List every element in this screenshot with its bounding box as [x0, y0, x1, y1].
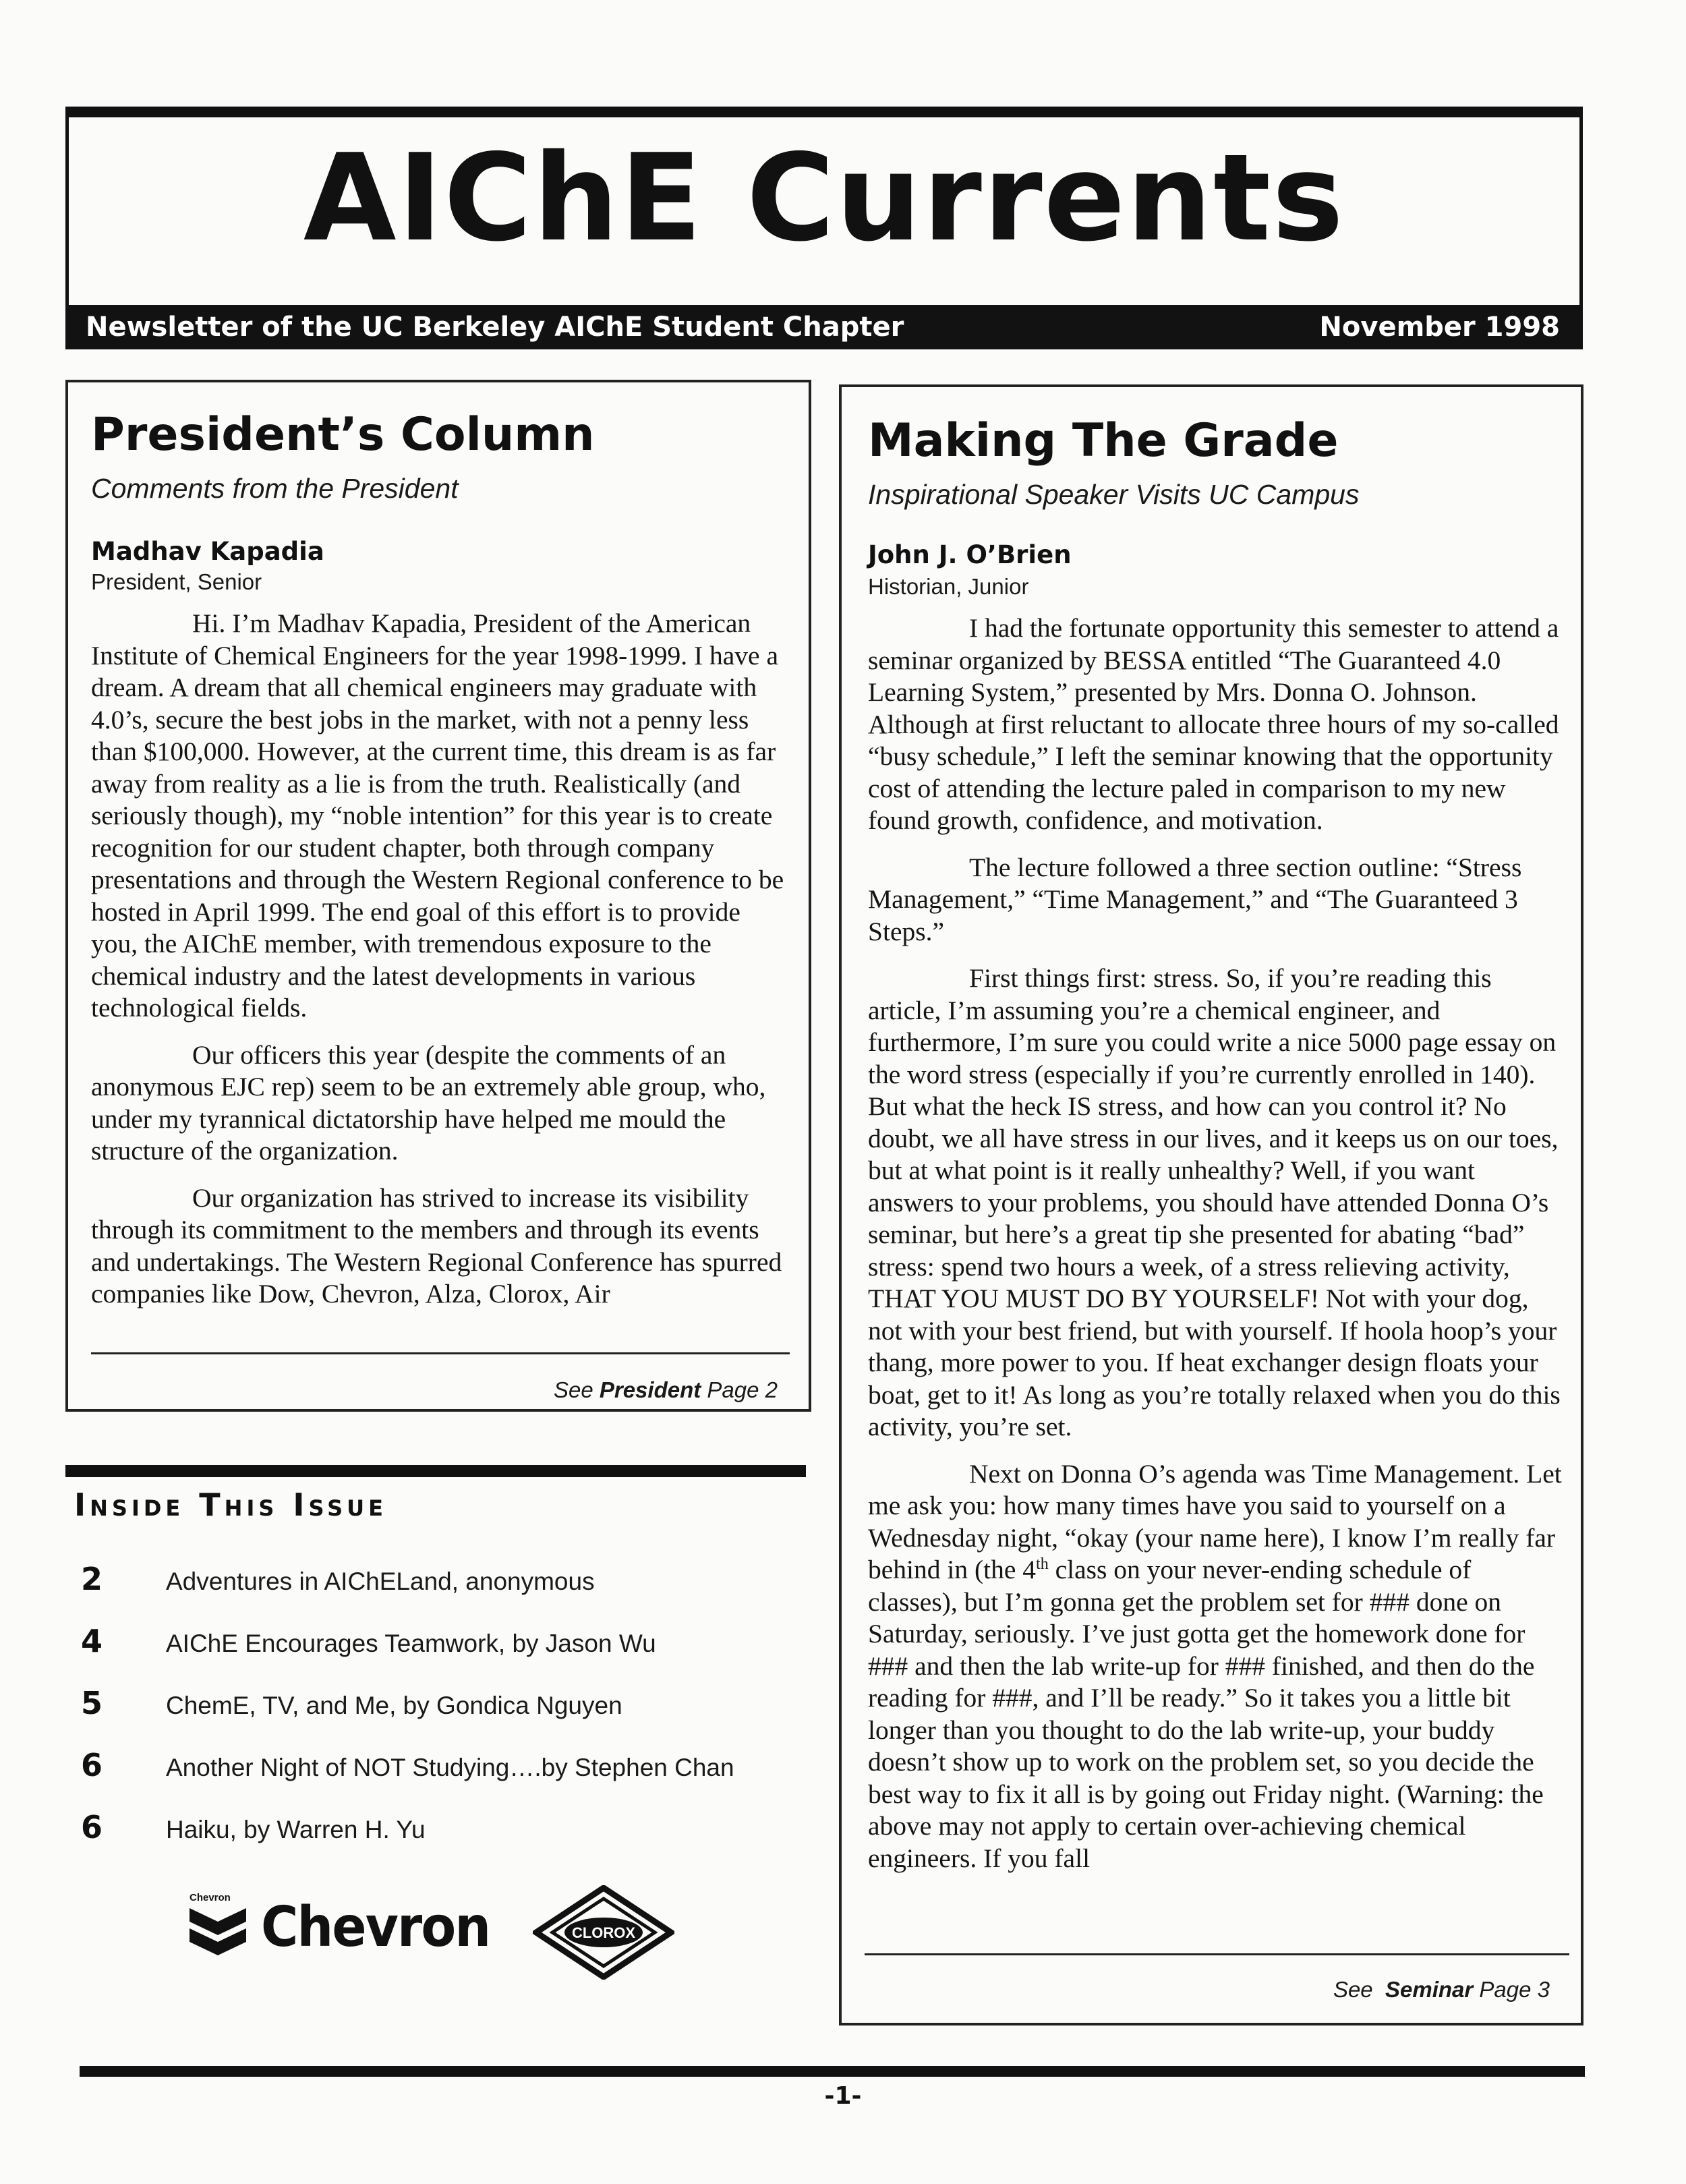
- article-author: John J. O’Brien: [868, 540, 1072, 569]
- article-subtitle: Inspirational Speaker Visits UC Campus: [868, 479, 1360, 510]
- clorox-diamond-icon: [533, 1885, 674, 1980]
- toc-page-number: 6: [81, 1809, 103, 1845]
- article-end-rule: [865, 1953, 1569, 1955]
- making-the-grade-box: [839, 384, 1583, 2025]
- toc-entry[interactable]: AIChE Encourages Teamwork, by Jason Wu: [166, 1630, 656, 1657]
- author-role: President, Senior: [91, 569, 262, 594]
- toc-entry[interactable]: Adventures in AIChELand, anonymous: [166, 1568, 595, 1595]
- toc-page-number: 5: [81, 1685, 103, 1721]
- article-title: President’s Column: [91, 408, 595, 461]
- author-role: Historian, Junior: [868, 574, 1029, 599]
- continued-keyword: Seminar: [1385, 1977, 1474, 2002]
- chevron-logo: [185, 1892, 490, 1966]
- president-column-box: [65, 380, 811, 1412]
- chevron-hallmark-icon: [185, 1901, 253, 1976]
- continued-prefix: See: [1333, 1977, 1385, 2002]
- article-paragraph: I had the fortunate opportunity this semester to attend a seminar organized by BESSA entitled “The Guaranteed 4.0 Learning System,” presented by Mrs. Donna O. Johnson. Although at first reluctant to allocate three hours of my so-called “busy schedule,” I left the seminar knowing that the opportunity cost of attending the lecture paled in comparison to my new found growth, confidence, and motivation.: [868, 613, 1559, 835]
- paragraph-text: Next on Donna O’s agenda was Time Management. Let me ask you: how many times have you said to yourself on a Wednesday night, “okay (your name here), I know I’m really far behind in (the 4: [868, 1458, 1562, 1584]
- toc-page-number: 2: [81, 1561, 103, 1597]
- inside-issue-heading: Inside This Issue: [74, 1487, 388, 1523]
- article-paragraph: Our organization has strived to increase its visibility through its commitment to the members and through its events and undertakings. The Western Regional Conference has spurred companies like Dow, Chevron, Alza, Clorox, Air: [91, 1182, 782, 1309]
- continued-link[interactable]: [91, 1379, 778, 1401]
- continued-link[interactable]: [865, 1978, 1550, 2001]
- article-paragraph: [868, 1458, 1565, 1875]
- article-paragraph: Hi. I’m Madhav Kapadia, President of the American Institute of Chemical Engineers for the year 1998-1999. I have a dream. A dream that all chemical engineers may graduate with 4.0’s, secure the best jobs in the market, with not a penny less than $100,000. However, at the current time, this dream is as far away from reality as a lie is from the truth. Realistically (and seriously though), my “noble intention” for this year is to create recognition for our student chapter, both through company presentations and through the Western Regional conference to be hosted in April 1999. The end goal of this effort is to provide you, the AIChE member, with tremendous exposure to the chemical industry and the latest developments in various technological fields.: [91, 608, 784, 1023]
- toc-entry[interactable]: Another Night of NOT Studying….by Stephen Chan: [166, 1754, 734, 1781]
- ordinal-suffix: th: [1036, 1555, 1049, 1573]
- toc-entry[interactable]: ChemE, TV, and Me, by Gondica Nguyen: [166, 1692, 622, 1719]
- toc-page-number: 6: [81, 1747, 103, 1783]
- article-title: Making The Grade: [868, 414, 1339, 467]
- page-number: -1-: [824, 2082, 862, 2110]
- article-author: Madhav Kapadia: [91, 537, 324, 566]
- chevron-small-wordmark: Chevron: [190, 1892, 231, 1903]
- clorox-logo: [533, 1885, 674, 1980]
- newsletter-title: AIChE Currents: [303, 128, 1345, 268]
- article-subtitle: Comments from the President: [91, 473, 459, 504]
- footer-rule: [80, 2066, 1585, 2077]
- continued-keyword: President: [599, 1377, 701, 1402]
- clorox-wordmark: CLOROX: [571, 1924, 636, 1941]
- issue-divider: [65, 1465, 806, 1477]
- masthead-banner: [65, 305, 1583, 349]
- toc-entry[interactable]: Haiku, by Warren H. Yu: [166, 1816, 426, 1843]
- continued-suffix: Page 2: [701, 1377, 778, 1402]
- toc-page-number: 4: [81, 1623, 103, 1659]
- issue-date: November 1998: [1319, 312, 1560, 343]
- article-paragraph: First things first: stress. So, if you’re reading this article, I’m assuming you’re a chemical engineer, and furthermore, I’m sure you could write a nice 5000 page essay on the word stress (especially if you’re currently enrolled in 140). But what the heck IS stress, and how can you control it? No doubt, we all have stress in our lives, and it keeps us on our toes, but at what point is it really unhealthy? Well, if you want answers to your problems, you should have attended Donna O’s seminar, but here’s a great tip she presented for abating “bad” stress: spend two hours a week, of a stress relieving activity, THAT YOU MUST DO BY YOURSELF! Not with your dog, not with your best friend, but with yourself. If hoola hoop’s your thang, more power to you. If heat exchanger design floats your boat, get to it! As long as you’re totally relaxed when you do this activity, you’re set.: [868, 963, 1561, 1441]
- article-body: [868, 612, 1565, 1874]
- article-paragraph: Our officers this year (despite the comments of an anonymous EJC rep) seem to be an extremely able group, who, under my tyrannical dictatorship have helped me mould the structure of the organization.: [91, 1039, 766, 1166]
- article-body: [91, 608, 790, 1311]
- article-end-rule: [91, 1352, 790, 1354]
- continued-prefix: See: [553, 1377, 600, 1402]
- paragraph-text: class on your never-ending schedule of classes), but I’m gonna get the problem set for ### done on Saturday, seriously. I’ve just gotta get the homework done for ### and then the lab write-up for ### finished, and then do the reading for ###, and I’ll be ready.” So it takes you a little bit longer than you thought to do the lab write-up, your buddy doesn’t show up to work on the problem set, so you decide the best way to fix it all is by going out Friday night. (Warning: the above may not apply to certain over-achieving chemical engineers. If you fall: [868, 1555, 1544, 1873]
- newsletter-subtitle: Newsletter of the UC Berkeley AIChE Student Chapter: [86, 312, 904, 343]
- continued-suffix: Page 3: [1473, 1977, 1550, 2002]
- chevron-wordmark: Chevron: [261, 1895, 490, 1959]
- article-paragraph: The lecture followed a three section outline: “Stress Management,” “Time Management,” and “The Guaranteed 3 Steps.”: [868, 852, 1522, 946]
